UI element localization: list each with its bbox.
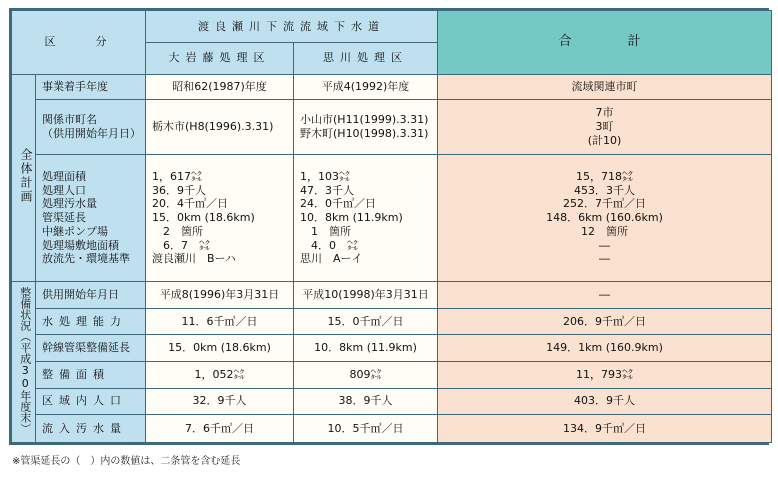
cell-population-1: 32．9千人 — [146, 388, 294, 415]
cell-municipalities-1: 栃木市(H8(1996).3.31) — [146, 99, 294, 154]
cell-capacity-1: 11．6千㎥／日 — [146, 308, 294, 335]
cell-area-2: 809㌶ — [294, 361, 438, 388]
cell-population-2: 38．9千人 — [294, 388, 438, 415]
row-label-area: 整備面積 — [36, 361, 146, 388]
side-status: 整備状況（平成30年度末） — [12, 282, 36, 443]
cell-capacity-2: 15．0千㎥／日 — [294, 308, 438, 335]
row-label-capacity: 水処理能力 — [36, 308, 146, 335]
cell-population-total: 403．9千人 — [438, 388, 772, 415]
cell-start-year-2: 平成4(1992)年度 — [294, 74, 438, 99]
data-table — [11, 10, 772, 443]
header-project: 渡良瀬川下流流域下水道 — [146, 11, 438, 43]
row-label-municipalities: 関係市町名 （供用開始年月日） — [36, 99, 146, 154]
cell-start-year-total: 流域関連市町 — [438, 74, 772, 99]
row-label-plan-items: 処理面積 処理人口 処理汚水量 管渠延長 中継ポンプ場 処理場敷地面積 放流先・環境基準 — [36, 154, 146, 281]
cell-service-start-total: ― — [438, 282, 772, 309]
footnote: ※管渠延長の（ ）内の数値は、二条管を含む延長 — [12, 456, 241, 467]
header-kubun: 区 分 — [12, 11, 146, 75]
header-plant-2: 思川処理区 — [294, 42, 438, 74]
side-overall-plan: 全体計画 — [12, 74, 36, 282]
sewerage-summary-table — [9, 8, 769, 445]
header-total: 合 計 — [438, 11, 772, 75]
cell-trunk-2: 10．8km (11.9km) — [294, 335, 438, 362]
cell-start-year-1: 昭和62(1987)年度 — [146, 74, 294, 99]
row-label-trunk: 幹線管渠整備延長 — [36, 335, 146, 362]
cell-trunk-total: 149．1km (160.9km) — [438, 335, 772, 362]
header-plant-1: 大岩藤処理区 — [146, 42, 294, 74]
cell-capacity-total: 206．9千㎥／日 — [438, 308, 772, 335]
cell-plan-items-2: 1，103㌶ 47．3千人 24．0千㎥／日 10．8km (11.9km) 1 箇所 4．0 ㌶ 思川 Aーイ — [294, 154, 438, 281]
cell-area-total: 11，793㌶ — [438, 361, 772, 388]
cell-service-start-2: 平成10(1998)年3月31日 — [294, 282, 438, 309]
cell-plan-items-1: 1，617㌶ 36．9千人 20．4千㎥／日 15．0km (18.6km) 2 箇所 6．7 ㌶ 渡良瀬川 Bーハ — [146, 154, 294, 281]
row-label-start-year: 事業着手年度 — [36, 74, 146, 99]
cell-inflow-total: 134．9千㎥／日 — [438, 415, 772, 443]
row-label-population: 区域内人口 — [36, 388, 146, 415]
cell-municipalities-total: 7市 3町 (計10) — [438, 99, 772, 154]
row-label-service-start: 供用開始年月日 — [36, 282, 146, 309]
cell-municipalities-2: 小山市(H11(1999).3.31) 野木町(H10(1998).3.31) — [294, 99, 438, 154]
row-label-inflow: 流入汚水量 — [36, 415, 146, 443]
cell-inflow-1: 7．6千㎥／日 — [146, 415, 294, 443]
cell-area-1: 1，052㌶ — [146, 361, 294, 388]
cell-service-start-1: 平成8(1996)年3月31日 — [146, 282, 294, 309]
cell-plan-items-total: 15，718㌶ 453．3千人 252．7千㎥／日 148．6km (160.6km) 12 箇所 ― ― — [438, 154, 772, 281]
cell-trunk-1: 15．0km (18.6km) — [146, 335, 294, 362]
cell-inflow-2: 10．5千㎥／日 — [294, 415, 438, 443]
